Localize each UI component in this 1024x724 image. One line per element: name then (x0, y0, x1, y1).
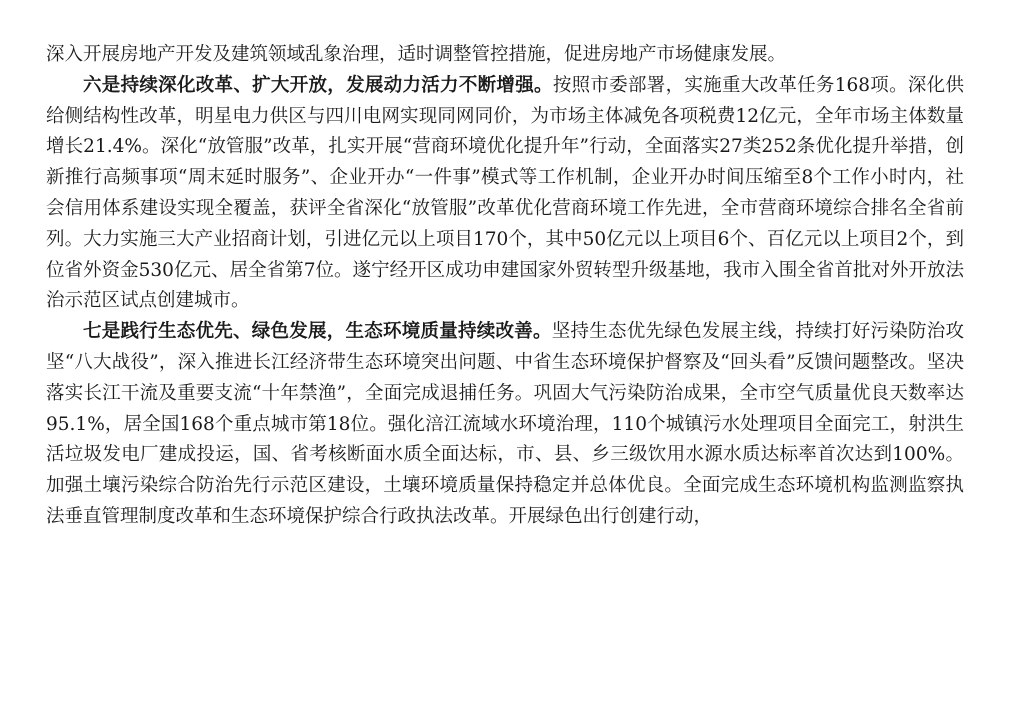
paragraph-2 (46, 71, 964, 317)
paragraph-1-text: 深入开展房地产开发及建筑领域乱象治理，适时调整管控措施，促进房地产市场健康发展。 (46, 44, 787, 65)
paragraph-2-lead: 六是持续深化改革、扩大开放，发展动力活力不断增强。 (83, 74, 553, 96)
paragraph-1 (46, 40, 964, 71)
paragraph-3 (46, 317, 964, 533)
paragraph-3-text: 坚持生态优先绿色发展主线，持续打好污染防治攻坚“八大战役”，深入推进长江经济带生态环境突出问题、中省生态环境保护督察及“回头看”反馈问题整改。坚决落实长江干流及重要支流“十年禁渔”，全面完成退捕任务。巩固大气污染防治成果，全市空气质量优良天数率达95.1%，居全国168个重点城市第18位。强化涪江流域水环境治理，110个城镇污水处理项目全面完工，射洪生活垃圾发电厂建成投运，国、省考核断面水质全面达标，市、县、乡三级饮用水源水质达标率首次达到100%。加强土壤污染综合防治先行示范区建设，土壤环境质量保持稳定并总体优良。全面完成生态环境机构监测监察执法垂直管理制度改革和生态环境保护综合行政执法改革。开展绿色出行创建行动， (46, 321, 964, 527)
paragraph-3-lead: 七是践行生态优先、绿色发展，生态环境质量持续改善。 (83, 321, 552, 343)
document-page (46, 40, 964, 533)
paragraph-2-text: 按照市委部署，实施重大改革任务168项。深化供给侧结构性改革，明星电力供区与四川电网实现同网同价，为市场主体减免各项税费12亿元，全年市场主体数量增长21.4%。深化“放管服”改革，扎实开展“营商环境优化提升年”行动，全面落实27类252条优化提升举措，创新推行高频事项“周末延时服务”、企业开办“一件事”模式等工作机制，企业开办时间压缩至8个工作小时内，社会信用体系建设实现全覆盖，获评全省深化“放管服”改革优化营商环境工作先进，全市营商环境综合排名全省前列。大力实施三大产业招商计划，引进亿元以上项目170个，其中50亿元以上项目6个、百亿元以上项目2个，到位省外资金530亿元、居全省第7位。遂宁经开区成功申建国家外贸转型升级基地，我市入围全省首批对外开放法治示范区试点创建城市。 (46, 74, 964, 312)
